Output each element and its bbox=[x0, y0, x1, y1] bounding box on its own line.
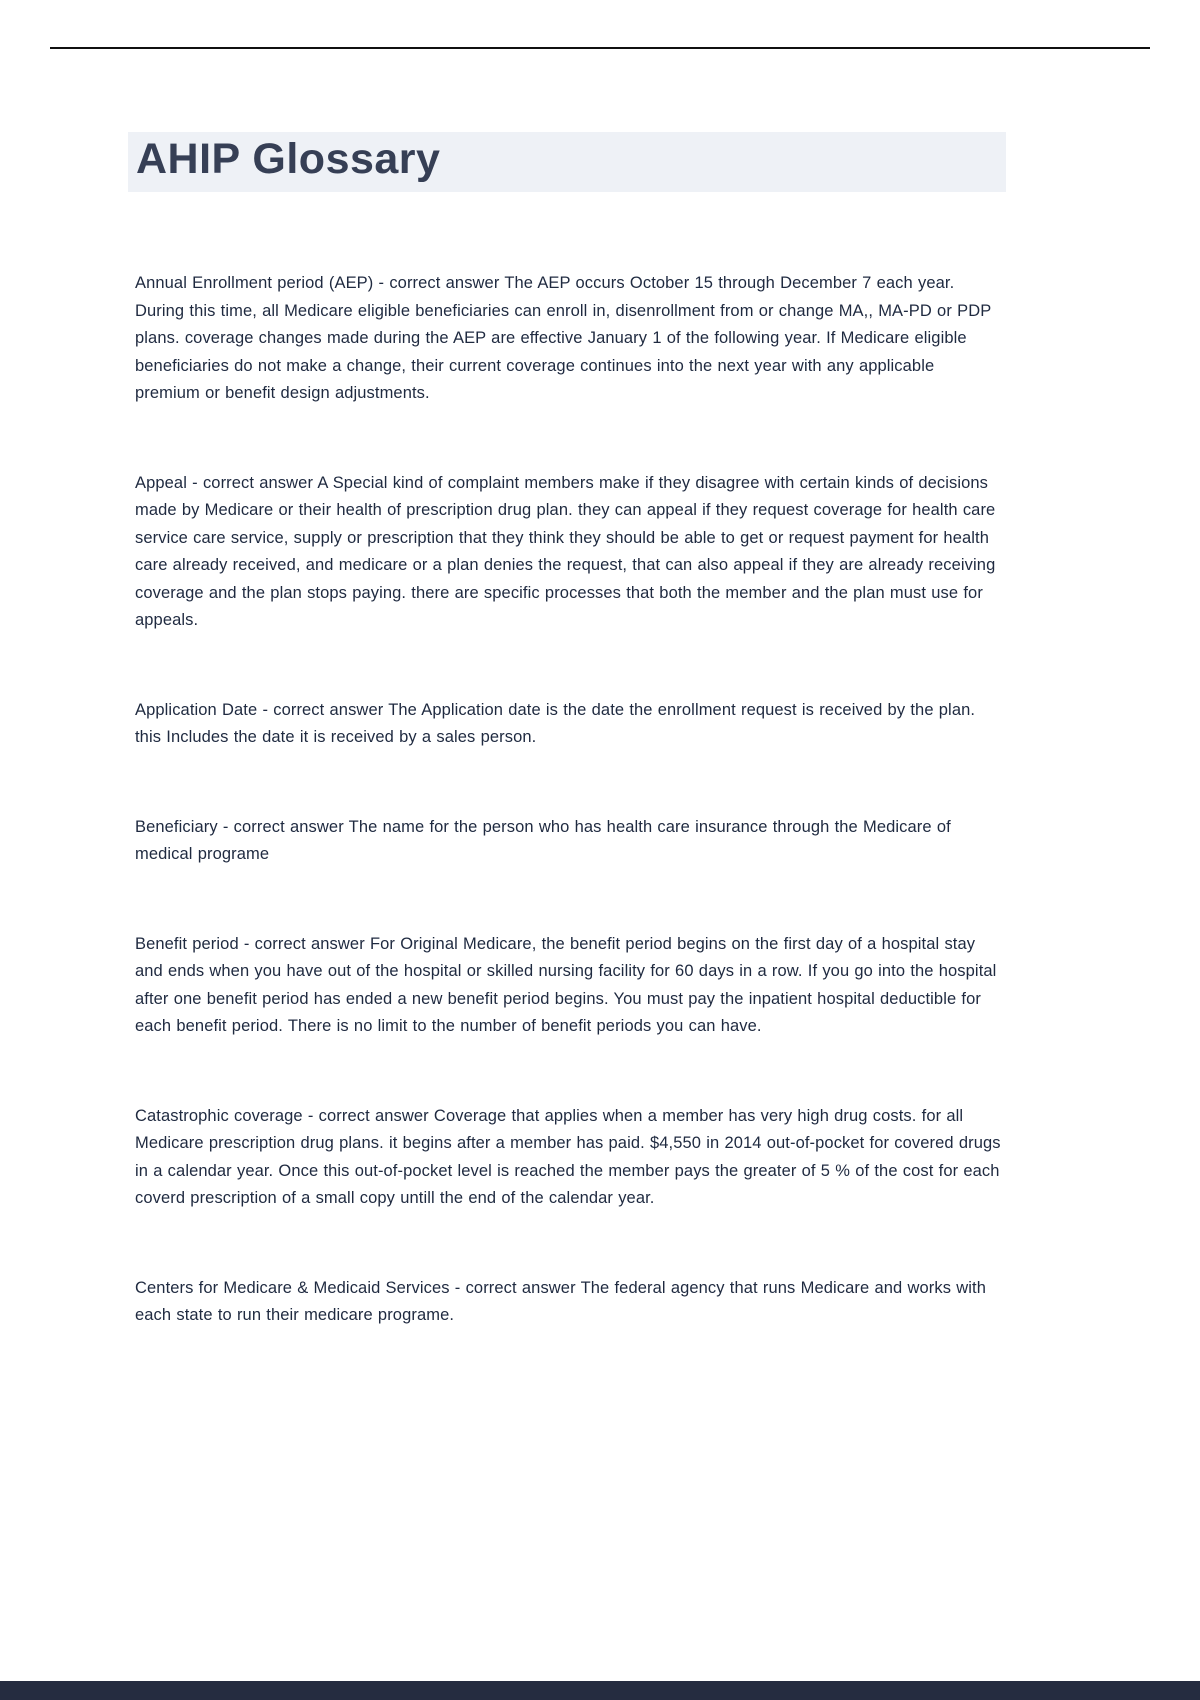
top-rule bbox=[50, 47, 1150, 49]
glossary-entry-centers-for-medicare-medicaid-services: Centers for Medicare & Medicaid Services - correct answer The federal agency that runs Medicare and works with each state to run their medicare programe. bbox=[135, 1278, 986, 1324]
glossary-entry-beneficiary: Beneficiary - correct answer The name for the person who has health care insurance through the Medicare of medical programe bbox=[135, 817, 951, 863]
glossary-content bbox=[135, 270, 1003, 1392]
title-band bbox=[128, 132, 1006, 192]
footer-bar bbox=[0, 1681, 1200, 1700]
glossary-entry-appeal: Appeal - correct answer A Special kind of complaint members make if they disagree with certain kinds of decisions made by Medicare or their health of prescription drug plan. they can appeal if they request coverage for health care service care service, supply or prescription that they think they should be able to get or request payment for health care already received, and medicare or a plan denies the request, that can also appeal if they are already receiving coverage and the plan stops paying. there are specific processes that both the member and the plan must use for appeals. bbox=[135, 473, 996, 629]
page-title: AHIP Glossary bbox=[136, 135, 441, 183]
glossary-entry-catastrophic-coverage: Catastrophic coverage - correct answer Coverage that applies when a member has very high drug costs. for all Medicare prescription drug plans. it begins after a member has paid. $4,550 in 2014 out-of-pocket for covered drugs in a calendar year. Once this out-of-pocket level is reached the member pays the greater of 5 % of the cost for each coverd prescription of a small copy untill the end of the calendar year. bbox=[135, 1106, 1001, 1207]
glossary-entry-annual-enrollment-period: Annual Enrollment period (AEP) - correct answer The AEP occurs October 15 through December 7 each year. During this time, all Medicare eligible beneficiaries can enroll in, disenrollment from or change MA,, MA-PD or PDP plans. coverage changes made during the AEP are effective January 1 of the following year. If Medicare eligible beneficiaries do not make a change, their current coverage continues into the next year with any applicable premium or benefit design adjustments. bbox=[135, 274, 992, 402]
glossary-entry-benefit-period: Benefit period - correct answer For Original Medicare, the benefit period begins on the first day of a hospital stay and ends when you have out of the hospital or skilled nursing facility for 60 days in a row. If you go into the hospital after one benefit period has ended a new benefit period begins. You must pay the inpatient hospital deductible for each benefit period. There is no limit to the number of benefit periods you can have. bbox=[135, 934, 997, 1035]
glossary-entry-application-date: Application Date - correct answer The Application date is the date the enrollment request is received by the plan. this Includes the date it is received by a sales person. bbox=[135, 700, 976, 746]
